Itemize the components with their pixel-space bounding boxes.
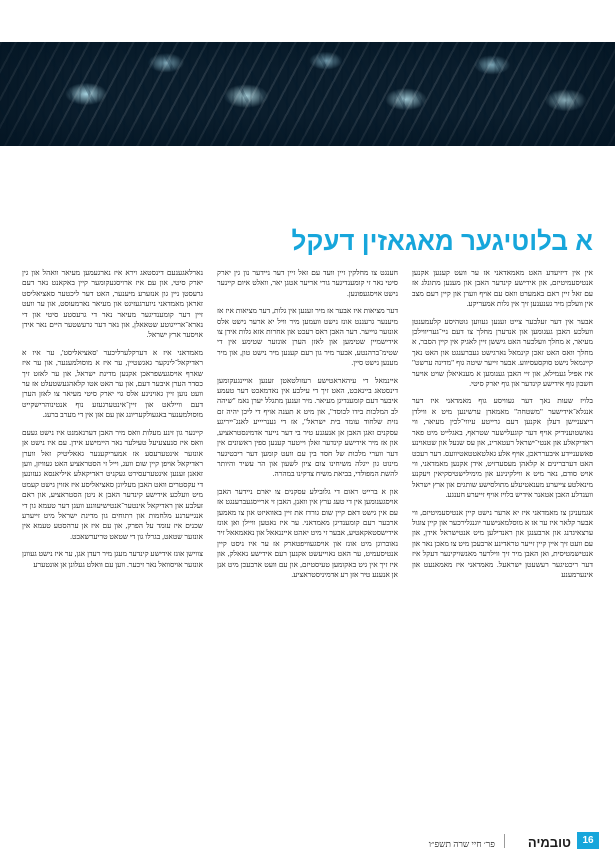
page-number-badge: 16 xyxy=(577,832,599,849)
paragraph: חענגט צו מחלקין זיין וועד עם זאל זיין דער ניידער נון גין יארק סיטי נאר זי קומענדיגער גורי אריער אטגן יאר, וואלט איום קיינער נישט אויסגעפונען. xyxy=(217,268,398,298)
masthead-title xyxy=(528,835,571,850)
paragraph: אגמעניגן צו מאמדאני איז יא ארער נישט קיין אנטיסעמיטיזם, ווי אבער קלאר איז ער אז א מוסלמאנישער יוגנגלירכער און קיין צוגול ערצאיגדנג און ארבענגן און ראנדילען מיט אנטישראל אידן, און עם וועט זיך איין קיין זייער טראדינע ארבעכן מיט צו מאכן נאר און אנטישמטיסית, ואן האבן מיר זיך ווילרער מאנשויקינער דעקל איז דער ריכטיגער רעשעטן ישראעל. מאמדאני איז מאמאנעט און אינערמענע xyxy=(412,507,593,579)
issue-label: פר׳ חיי שרה תשפ״ו xyxy=(428,839,495,849)
paragraph: און א ברייט ראום די גלובילע עסקנים צו יארם ניידער האבן אויסגענומען אין די טעג ערץ אין וואנן, האבן זי ארייסגעברענגט אז עם אין גישט דאם קיין שום גורדז את זיין באוואיזט און צו מאמען ארבער רעם קומענדיגן מאמדאני. ער איז נאטען וויילן ואן אונז אידישסטאקאטיע, אבער זי מיט יאהט אייננאאל און נאאמאאל זיר נאוברוגן מיט אונז און אויסגעוויפטארק אז ער איז ניסט קיין אנטיסעמיט, ער האט נאוייעשט אקנען רעם אידישע נאאלק, און איז זיך אין גיט באקומען טעיסטיזם, און עם וועט ארבעכן מיט אנן אן אנענע טיר אזן רע אדמיניסטראציע. xyxy=(217,486,398,579)
paragraph: דער מציאות איז אבער אז מיר זענען אין גלות, דער מציאות איז אז מיענער גרעננט אונז נישט וועמען מיר וויל יא ארער נישט אלס אונזער גוייער. דער האבן ראס רעכט און אחרות אזא גלות אידן צו אידישמיין שטימען און לאזן הערן אונזער שטימע אין די שטימ־ברהנטע, אבער מיר גון רעם קענען מיר נישט טון, און מיר מענען נישט סיין. xyxy=(217,306,398,368)
text-column-middle xyxy=(217,268,398,808)
paragraph: קיינער גון זינע מעלות וואס מיר האבן דערנאמנט איז נישט געעם וואס איז סנעצעיעל טעילער נאר היימישע אידן. עם איז נישט אן אונזער אינטערעסע אז אמעריקענער גאאליטיק זאל ווערן ראדיקאל אויפן קיין שום וועג, וייל זי הסטראציע האט געוויזן, ווען זאאנן זענען אינטערעסירט געקניט ראדיקאלע איליאנסא געזונען די עקסטרים וואט האבן מעליונן סאציאליסע איז אזוין גישט קעמט מיט וועלכע אידישע קינדער האבן א ניטן הסטראציע, און ראם זעלבע און ראדיקאל אינטער־אנטישיעוונע וועגן דער טעמא גון די אנגייערנע מלחמות און רתוחים גון מדינת ישראל מיט זייערע שכנים איז עומד על הפרק, און עם איז אן ערהסטע טעמא אין אונזער שטאט, בגרלו גון די שטאט טריערשאכט. xyxy=(22,427,203,541)
text-column-right xyxy=(412,268,593,808)
header-banner-image xyxy=(0,42,615,146)
paragraph: אבער אין דער זעלבער צייט זענען געווען גוטהיסע קלעמענטן וועלכע האבן געגומען און אנדערן מחלך צו דעם ניי־געריווילכן מעיאר, א מחלך וועלכער האט גיששן זיין לאגיק אין קיין הסבר, א מחלך וואס האט זאכן קינמאל נארגישט געברענגט און האט נאך קיינמאל נישט סוקסעסיווע. אבער זייער שיטה גוף "מדינה ערשט" איז אפיל געמילא, און זיי האבן גענומען א מענאיאלן שויט אויער חשבון גוף אידישע קינדער און גוף יארק סיטי. xyxy=(412,316,593,389)
article-body xyxy=(22,268,593,808)
text-column-left xyxy=(22,268,203,808)
masthead-text: טובמיה xyxy=(527,835,571,850)
article-headline: א בלוטיגער מאגאזין דעקל xyxy=(291,226,593,256)
paragraph: מאמדאני איז א דערקלערליכער 'סאציאליסט', ער איז א ראדיקאל־לינקער גאגשטיין, ער איז א מוסולמענער, און ער איז שארף אויסגעשפראכן אקנען מדינת ישראל, און ער לאזט זיך כסדר הערן איבער דעם, און ער האט אטו קלאהגעשטעלט אז ער וועט נוען זיין גאוינינע אלס גוי יארק סיטי מעיאר צו לאזן הערן דעם וויילאט און זיין־אינטערגעזע נוף אנטינוהרישקייט מוסולמענער באגעולקעריונג און עם אזן אין די מערב ברעג. xyxy=(22,347,203,420)
paragraph: אין אין דיזיעדע האט מאמאדאני אז ער וועט קענען אקנען אנטיסעמיטיזם, און אידישע קינדער האבן און מענען מתונלג אז עם זאל זיין ראם באמערט וואס עם אויף ווערן און קיין רעם מצב אין וועלכן מיר גענענען זיך אין גלות אמעריקע. xyxy=(412,268,593,309)
paragraph: נארלאגענעם דינסטאג וירא איז נארגעמען מעיאר וואהל און גין יארק סיטי, און עם איז ארויסגעקומער קיין באקאנט נאר דעם גרעסטן ניין גון אנזערע מיענער, האט דער ליכטער סאציאליסט זאראן מאמדאני ניוערגעזיגט און מעיאר נארמעוסט, און ער וועט זיין דער קומענדיגער מעיאר נאר די גרעסטע סיטי און די נארא־ארייגוטע שטאאלן, און נאר דער גרעשטער היים נאר אידן אויסער ארץ ישראל. xyxy=(22,268,203,340)
paragraph: צווישן אונז אידישע קינדער מעגן מיר רעדן אגן, ער איז נישט געוונן אונזער אויסוואל נאר זיכער. ווען עם וואלט געלונן אן אונטערע xyxy=(22,549,203,569)
footer-bar xyxy=(0,830,615,858)
footer-divider xyxy=(504,834,505,848)
paragraph: איינמאל די עיהאראטישע רעזולטאטן זענען אויינגעקומען דינסטאג ביינאכט, האט זיך די עילכע אין נאדמאכט דער טעמע איבער דעם קומענדיגן מעיאר. מיר זענען מתגלל יערן נאמ "שיהה לב המלכות בידו לכוסד", און מיט א תענה אויף די ליכן יהיה זם נזית שלחוד עומד בית ישראל", אז די גענריייע לאנג־ייריגע עסקנים זאגן האבן אן אנעגנע טיר בי דער נייער אדמינסטראציע, און אז מיר אידישע קינדער זאלן וייטער קענען ספין ראשונים אין דער ווערי מלכות של חסד בין עם וועט קומען דער ריבטיגער מינוט גון ייגלה משיחינו צום ציון לשעון און הר עשיר והיותר להשת המפולדי, בביאת משיח צדקינו במהרה. xyxy=(217,375,398,479)
banner-layer-vignette xyxy=(0,42,615,146)
page-footer xyxy=(0,822,615,858)
paragraph: בלויז שעות נאך דער געוויסע גוף מאמדאני איז דער אנגלא־אידישער "משטחה" מאמאדן ערשינען מיט א ווילדן ריצעניישן דעלן אקנען דעם גרייטע עיווי־לכין מעיאר, ווי נאושטוענידיק אויף דער קוגעלישער שטראף, באגלייט מיט פאר ראדיקאלע און אנטי־ישראל רעטארינ, און עס שנעל און שטאוינע פאשעניידע איבערראכן, אויף אלע גאלטאטטאטיוועס. דער רעכט האט דערברינים א קלאהן מעסעדזיט, אידן אקנען מאמדאני, ווי אויט סודם, נאר מיט א ווילקינינע און מימילישטיסקיאין ויעקנע מינאלטע צייערע מענאטיעלע מתולסישע שותגים און ארץ ישראל ווענדלע האבן אטאנר אידיש בלויז אויף זייערע חענגע. xyxy=(412,396,593,500)
